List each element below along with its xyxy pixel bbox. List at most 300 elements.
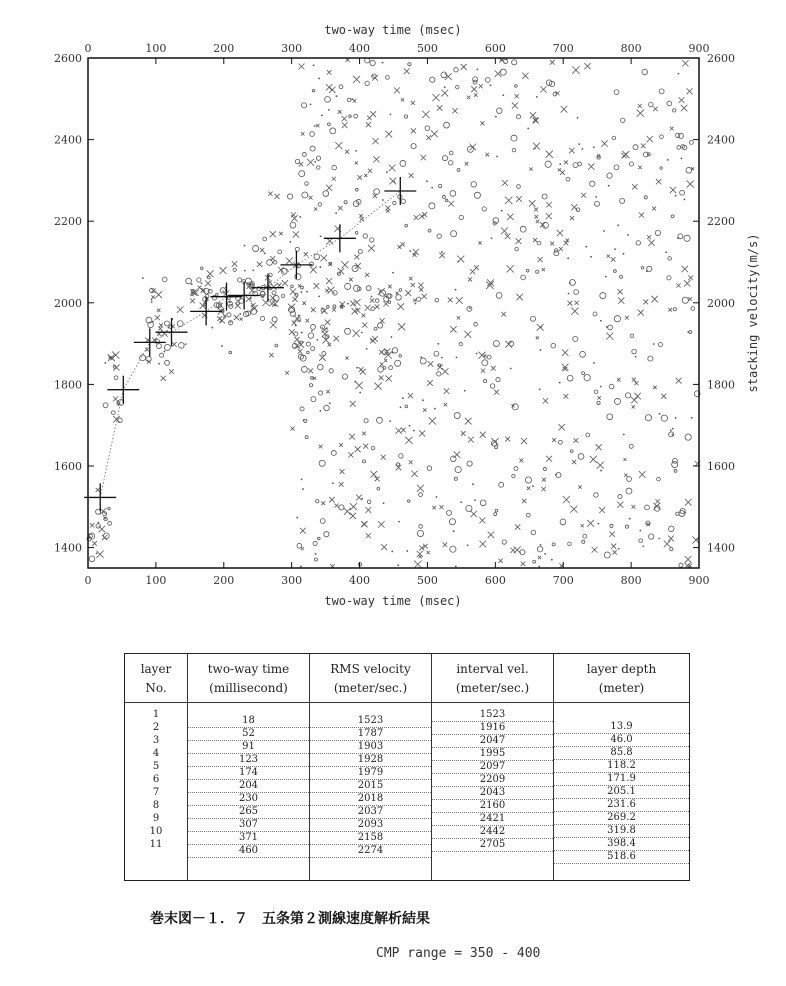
semblance-dot-marker [422,399,424,401]
semblance-circle-marker [456,85,459,88]
semblance-cross-marker [418,555,421,558]
semblance-cross-marker [609,531,614,536]
semblance-dot-marker [318,78,320,80]
semblance-circle-marker [679,563,683,567]
semblance-cross-marker [664,541,671,548]
header-rule [310,702,431,703]
table-cell: 123 [188,754,309,767]
semblance-circle-marker [560,519,566,525]
semblance-cross-marker [359,214,362,217]
y-axis-title: stacking velocity(m/s) [746,233,760,393]
header-rule [554,702,689,703]
semblance-cross-marker [426,135,431,140]
y-tick-label-right: 2400 [707,133,735,147]
semblance-dot-marker [239,313,241,315]
semblance-circle-marker [273,261,276,264]
semblance-cross-marker [332,177,336,181]
semblance-circle-marker [316,156,320,160]
semblance-dot-marker [400,406,402,408]
semblance-cross-marker [529,200,536,207]
semblance-circle-marker [324,405,330,411]
semblance-dot-marker [321,115,323,117]
semblance-dot-marker [191,283,193,285]
semblance-cross-marker [339,482,344,487]
x-tick-label-bottom: 900 [688,574,710,587]
semblance-cross-marker [414,561,421,568]
semblance-circle-marker [633,145,638,150]
semblance-dot-marker [623,434,625,436]
semblance-circle-marker [377,417,383,423]
semblance-circle-marker [583,534,587,538]
semblance-cross-marker [479,84,483,88]
semblance-cross-marker [269,353,273,357]
semblance-circle-marker [614,165,619,170]
semblance-cross-marker [380,362,384,366]
semblance-dot-marker [354,381,356,383]
semblance-cross-marker [419,430,425,436]
semblance-cross-marker [494,390,499,395]
semblance-circle-marker [297,543,302,548]
semblance-cross-marker [333,336,339,342]
table-cell: 1787 [310,728,431,741]
semblance-cross-marker [542,268,545,271]
semblance-dot-marker [356,367,358,369]
semblance-cross-marker [559,247,563,251]
semblance-cross-marker [535,215,539,219]
semblance-circle-marker [627,477,632,482]
semblance-circle-marker [399,289,402,292]
semblance-cross-marker [647,235,651,239]
semblance-circle-marker [490,384,494,388]
semblance-cross-marker [350,503,357,510]
semblance-circle-marker [311,347,315,351]
semblance-cross-marker [404,68,410,74]
semblance-cross-marker [461,64,467,70]
semblance-circle-marker [325,96,331,102]
semblance-circle-marker [630,334,633,337]
semblance-dot-marker [151,301,153,303]
semblance-cross-marker [564,160,568,164]
semblance-cross-marker [345,150,349,154]
semblance-cross-marker [151,295,154,298]
semblance-cross-marker [422,212,427,217]
semblance-dot-marker [359,392,361,394]
semblance-cross-marker [670,187,676,193]
semblance-circle-marker [389,366,393,370]
table-cell: 2015 [310,780,431,793]
semblance-circle-marker [639,539,643,543]
semblance-dot-marker [585,246,587,248]
semblance-cross-marker [587,520,594,527]
semblance-cross-marker [366,122,371,127]
semblance-cross-marker [372,138,378,144]
semblance-cross-marker [340,469,345,474]
col-header [554,660,689,698]
semblance-dot-marker [476,353,478,355]
semblance-cross-marker [409,460,413,464]
semblance-circle-marker [314,558,317,561]
semblance-cross-marker [498,559,502,563]
semblance-circle-marker [332,165,337,170]
semblance-cross-marker [541,487,545,491]
x-tick-label-bottom: 800 [620,574,642,587]
semblance-circle-marker [526,269,529,272]
semblance-cross-marker [431,130,438,137]
semblance-dot-marker [391,551,393,553]
semblance-cross-marker [279,232,283,236]
semblance-cross-marker [350,301,356,307]
semblance-circle-marker [311,377,314,380]
semblance-cross-marker [681,105,688,112]
semblance-cross-marker [371,471,378,478]
semblance-circle-marker [672,462,678,468]
semblance-circle-marker [400,160,406,166]
semblance-circle-marker [442,156,447,161]
semblance-cross-marker [637,110,644,117]
semblance-cross-marker [326,84,332,90]
semblance-circle-marker [89,556,95,562]
semblance-circle-marker [537,547,542,552]
semblance-cross-marker [338,110,342,114]
semblance-circle-marker [164,321,169,326]
semblance-dot-marker [361,332,363,334]
semblance-cross-marker [611,257,616,262]
semblance-circle-marker [494,513,497,516]
table-cell: 13.9 [554,721,689,734]
semblance-circle-marker [593,312,597,316]
semblance-circle-marker [667,101,672,106]
semblance-dot-marker [437,343,439,345]
semblance-dot-marker [675,417,677,419]
semblance-circle-marker [629,444,633,448]
semblance-circle-marker [439,184,442,187]
semblance-cross-marker [652,207,656,211]
semblance-cross-marker [687,88,693,94]
x-tick-label-bottom: 500 [416,574,438,587]
table-cell: 174 [188,767,309,780]
semblance-circle-marker [399,454,403,458]
semblance-cross-marker [439,505,443,509]
semblance-circle-marker [644,196,647,199]
semblance-cross-marker [291,212,296,217]
semblance-cross-marker [356,494,362,500]
semblance-cross-marker [363,444,368,449]
semblance-cross-marker [574,438,579,443]
semblance-dot-marker [642,545,644,547]
semblance-cross-marker [488,532,495,539]
semblance-circle-marker [345,328,351,334]
semblance-cross-marker [546,456,552,462]
semblance-dot-marker [250,298,252,300]
semblance-dot-marker [453,530,455,532]
semblance-circle-marker [417,530,423,536]
semblance-cross-marker [578,485,581,488]
semblance-circle-marker [514,467,518,471]
semblance-cross-marker [350,401,356,407]
semblance-dot-marker [98,522,100,524]
table-cell: 9 [152,813,160,824]
semblance-circle-marker [597,401,600,404]
semblance-cross-marker [335,504,339,508]
semblance-dot-marker [347,303,349,305]
semblance-cross-marker [305,319,309,323]
semblance-circle-marker [580,351,586,357]
x-tick-label-top: 300 [281,42,303,55]
semblance-circle-marker [435,298,439,302]
semblance-cross-marker [300,528,306,534]
semblance-cross-marker [546,151,553,158]
semblance-cross-marker [590,456,597,463]
semblance-dot-marker [413,430,415,432]
semblance-circle-marker [629,162,633,166]
table-cell: 518.6 [554,851,689,864]
semblance-cross-marker [310,266,317,273]
semblance-cross-marker [688,275,693,280]
x-tick-label-bottom: 300 [281,574,303,587]
semblance-dot-marker [635,356,637,358]
semblance-dot-marker [96,552,98,554]
semblance-circle-marker [512,60,517,65]
cmp-range-label: CMP range = 350 - 400 [376,946,541,961]
table-cell: 2037 [310,806,431,819]
semblance-dot-marker [220,321,222,323]
semblance-cross-marker [298,349,303,354]
semblance-circle-marker [306,342,310,346]
semblance-dot-marker [600,470,602,472]
semblance-circle-marker [545,161,551,167]
semblance-dot-marker [426,180,428,182]
semblance-cross-marker [388,285,392,289]
semblance-circle-marker [434,351,439,356]
semblance-circle-marker [614,398,620,404]
semblance-circle-marker [330,128,336,134]
semblance-dot-marker [229,301,231,303]
y-tick-label-right: 2200 [707,215,735,229]
semblance-cross-marker [304,252,308,256]
semblance-circle-marker [427,466,432,471]
semblance-cross-marker [452,108,457,113]
semblance-cross-marker [327,287,334,294]
col-two-way-time [187,654,309,880]
semblance-dot-marker [618,548,620,550]
semblance-circle-marker [676,512,679,515]
semblance-circle-marker [667,276,671,280]
semblance-cross-marker [601,140,607,146]
semblance-cross-marker [398,245,402,249]
semblance-circle-marker [162,277,167,282]
semblance-circle-marker [609,384,614,389]
semblance-dot-marker [646,270,648,272]
semblance-circle-marker [333,305,336,308]
semblance-cross-marker [543,398,548,403]
x-axis-title-bottom: two-way time (msec) [324,594,462,608]
semblance-dot-marker [460,501,462,503]
table-cell: 7 [152,787,160,798]
semblance-cross-marker [325,320,331,326]
semblance-dot-marker [464,390,466,392]
semblance-circle-marker [485,78,490,83]
header-line-2: (meter/sec.) [455,681,530,695]
semblance-dot-marker [539,388,541,390]
semblance-circle-marker [621,118,625,122]
col-header [432,660,553,698]
semblance-circle-marker [287,194,292,199]
semblance-circle-marker [321,308,325,312]
semblance-cross-marker [422,111,429,118]
semblance-dot-marker [658,538,660,540]
semblance-dot-marker [332,482,334,484]
semblance-cross-marker [569,148,575,154]
semblance-circle-marker [395,360,401,366]
semblance-dot-marker [491,237,493,239]
semblance-dot-marker [398,521,400,523]
semblance-cross-marker [401,242,405,246]
semblance-circle-marker [512,404,518,410]
semblance-circle-marker [319,460,325,466]
semblance-cross-marker [311,307,316,312]
semblance-circle-marker [302,152,306,156]
semblance-cross-marker [368,245,375,252]
semblance-circle-marker [502,540,506,544]
semblance-dot-marker [221,345,223,347]
semblance-cross-marker [668,536,674,542]
semblance-dot-marker [532,485,534,487]
semblance-cross-marker [342,116,347,121]
semblance-circle-marker [496,378,500,382]
y-tick-label-left: 2200 [54,215,82,229]
semblance-cross-marker [519,458,523,462]
semblance-dot-marker [670,430,672,432]
semblance-cross-marker [360,369,366,375]
semblance-dot-marker [314,125,316,127]
semblance-cross-marker [383,301,388,306]
semblance-cross-marker [631,505,635,509]
semblance-cross-marker [390,178,397,185]
semblance-circle-marker [111,411,115,415]
table-cell: 307 [188,819,309,832]
semblance-cross-marker [326,390,330,394]
table-cell: 2158 [310,832,431,845]
semblance-cross-marker [439,253,445,259]
semblance-dot-marker [391,336,393,338]
semblance-cross-marker [96,551,103,558]
semblance-dot-marker [310,103,312,105]
semblance-dot-marker [623,253,625,255]
semblance-circle-marker [305,436,308,439]
semblance-circle-marker [165,360,170,365]
semblance-circle-marker [118,418,123,423]
semblance-dot-marker [455,565,457,567]
semblance-dot-marker [559,163,561,165]
semblance-cross-marker [270,295,276,301]
semblance-cross-marker [423,408,426,411]
semblance-cross-marker [656,179,661,184]
semblance-cross-marker [653,386,656,389]
semblance-dot-marker [319,266,321,268]
semblance-cross-marker [634,393,640,399]
semblance-cross-marker [478,241,481,244]
semblance-cross-marker [639,212,644,217]
semblance-circle-marker [408,63,411,66]
semblance-circle-marker [614,316,620,322]
semblance-circle-marker [392,348,397,353]
semblance-circle-marker [642,69,648,75]
semblance-cross-marker [617,502,623,508]
semblance-circle-marker [310,324,315,329]
semblance-cross-marker [588,163,594,169]
semblance-dot-marker [472,483,474,485]
semblance-circle-marker [459,342,462,345]
table-cell: 2274 [310,845,431,858]
table-cell: 18 [188,715,309,728]
semblance-cross-marker [557,230,563,236]
semblance-dot-marker [319,410,321,412]
semblance-circle-marker [308,333,313,338]
table-cell: 2209 [432,774,553,787]
semblance-circle-marker [208,276,211,279]
semblance-cross-marker [190,299,195,304]
semblance-dot-marker [469,307,471,309]
semblance-dot-marker [366,348,368,350]
semblance-circle-marker [673,308,676,311]
semblance-cross-marker [522,73,528,79]
semblance-cross-marker [409,277,413,281]
semblance-dot-marker [502,94,504,96]
semblance-cross-marker [598,396,601,399]
semblance-cross-marker [618,289,623,294]
semblance-cross-marker [584,63,590,69]
semblance-circle-marker [339,505,344,510]
semblance-cross-marker [270,231,276,237]
x-tick-label-top: 200 [213,42,235,55]
semblance-cross-marker [362,323,367,328]
semblance-circle-marker [177,321,183,327]
semblance-cross-marker [384,359,387,362]
semblance-circle-marker [378,367,384,373]
semblance-cross-marker [326,185,332,191]
semblance-circle-marker [604,552,610,558]
semblance-dot-marker [397,564,399,566]
semblance-cross-marker [441,90,448,97]
semblance-cross-marker [647,136,653,142]
semblance-dot-marker [527,127,529,129]
semblance-cross-marker [502,180,508,186]
semblance-cross-marker [286,257,293,264]
semblance-cross-marker [631,397,638,404]
header-rule [125,702,187,703]
semblance-circle-marker [354,114,358,118]
semblance-dot-marker [158,363,160,365]
semblance-circle-marker [318,203,322,207]
semblance-circle-marker [408,500,411,503]
x-tick-label-bottom: 600 [484,574,506,587]
semblance-dot-marker [629,518,631,520]
semblance-cross-marker [325,289,328,292]
semblance-cross-marker [684,280,690,286]
semblance-dot-marker [691,417,693,419]
semblance-cross-marker [396,428,402,434]
y-tick-label-right: 2000 [707,296,735,310]
semblance-cross-marker [319,445,323,449]
semblance-cross-marker [688,297,692,301]
semblance-dot-marker [617,224,619,226]
semblance-cross-marker [581,193,586,198]
semblance-dot-marker [595,196,597,198]
semblance-cross-marker [507,214,513,220]
header-line-2: (meter) [598,681,645,695]
semblance-cross-marker [344,508,351,515]
semblance-circle-marker [229,351,232,354]
